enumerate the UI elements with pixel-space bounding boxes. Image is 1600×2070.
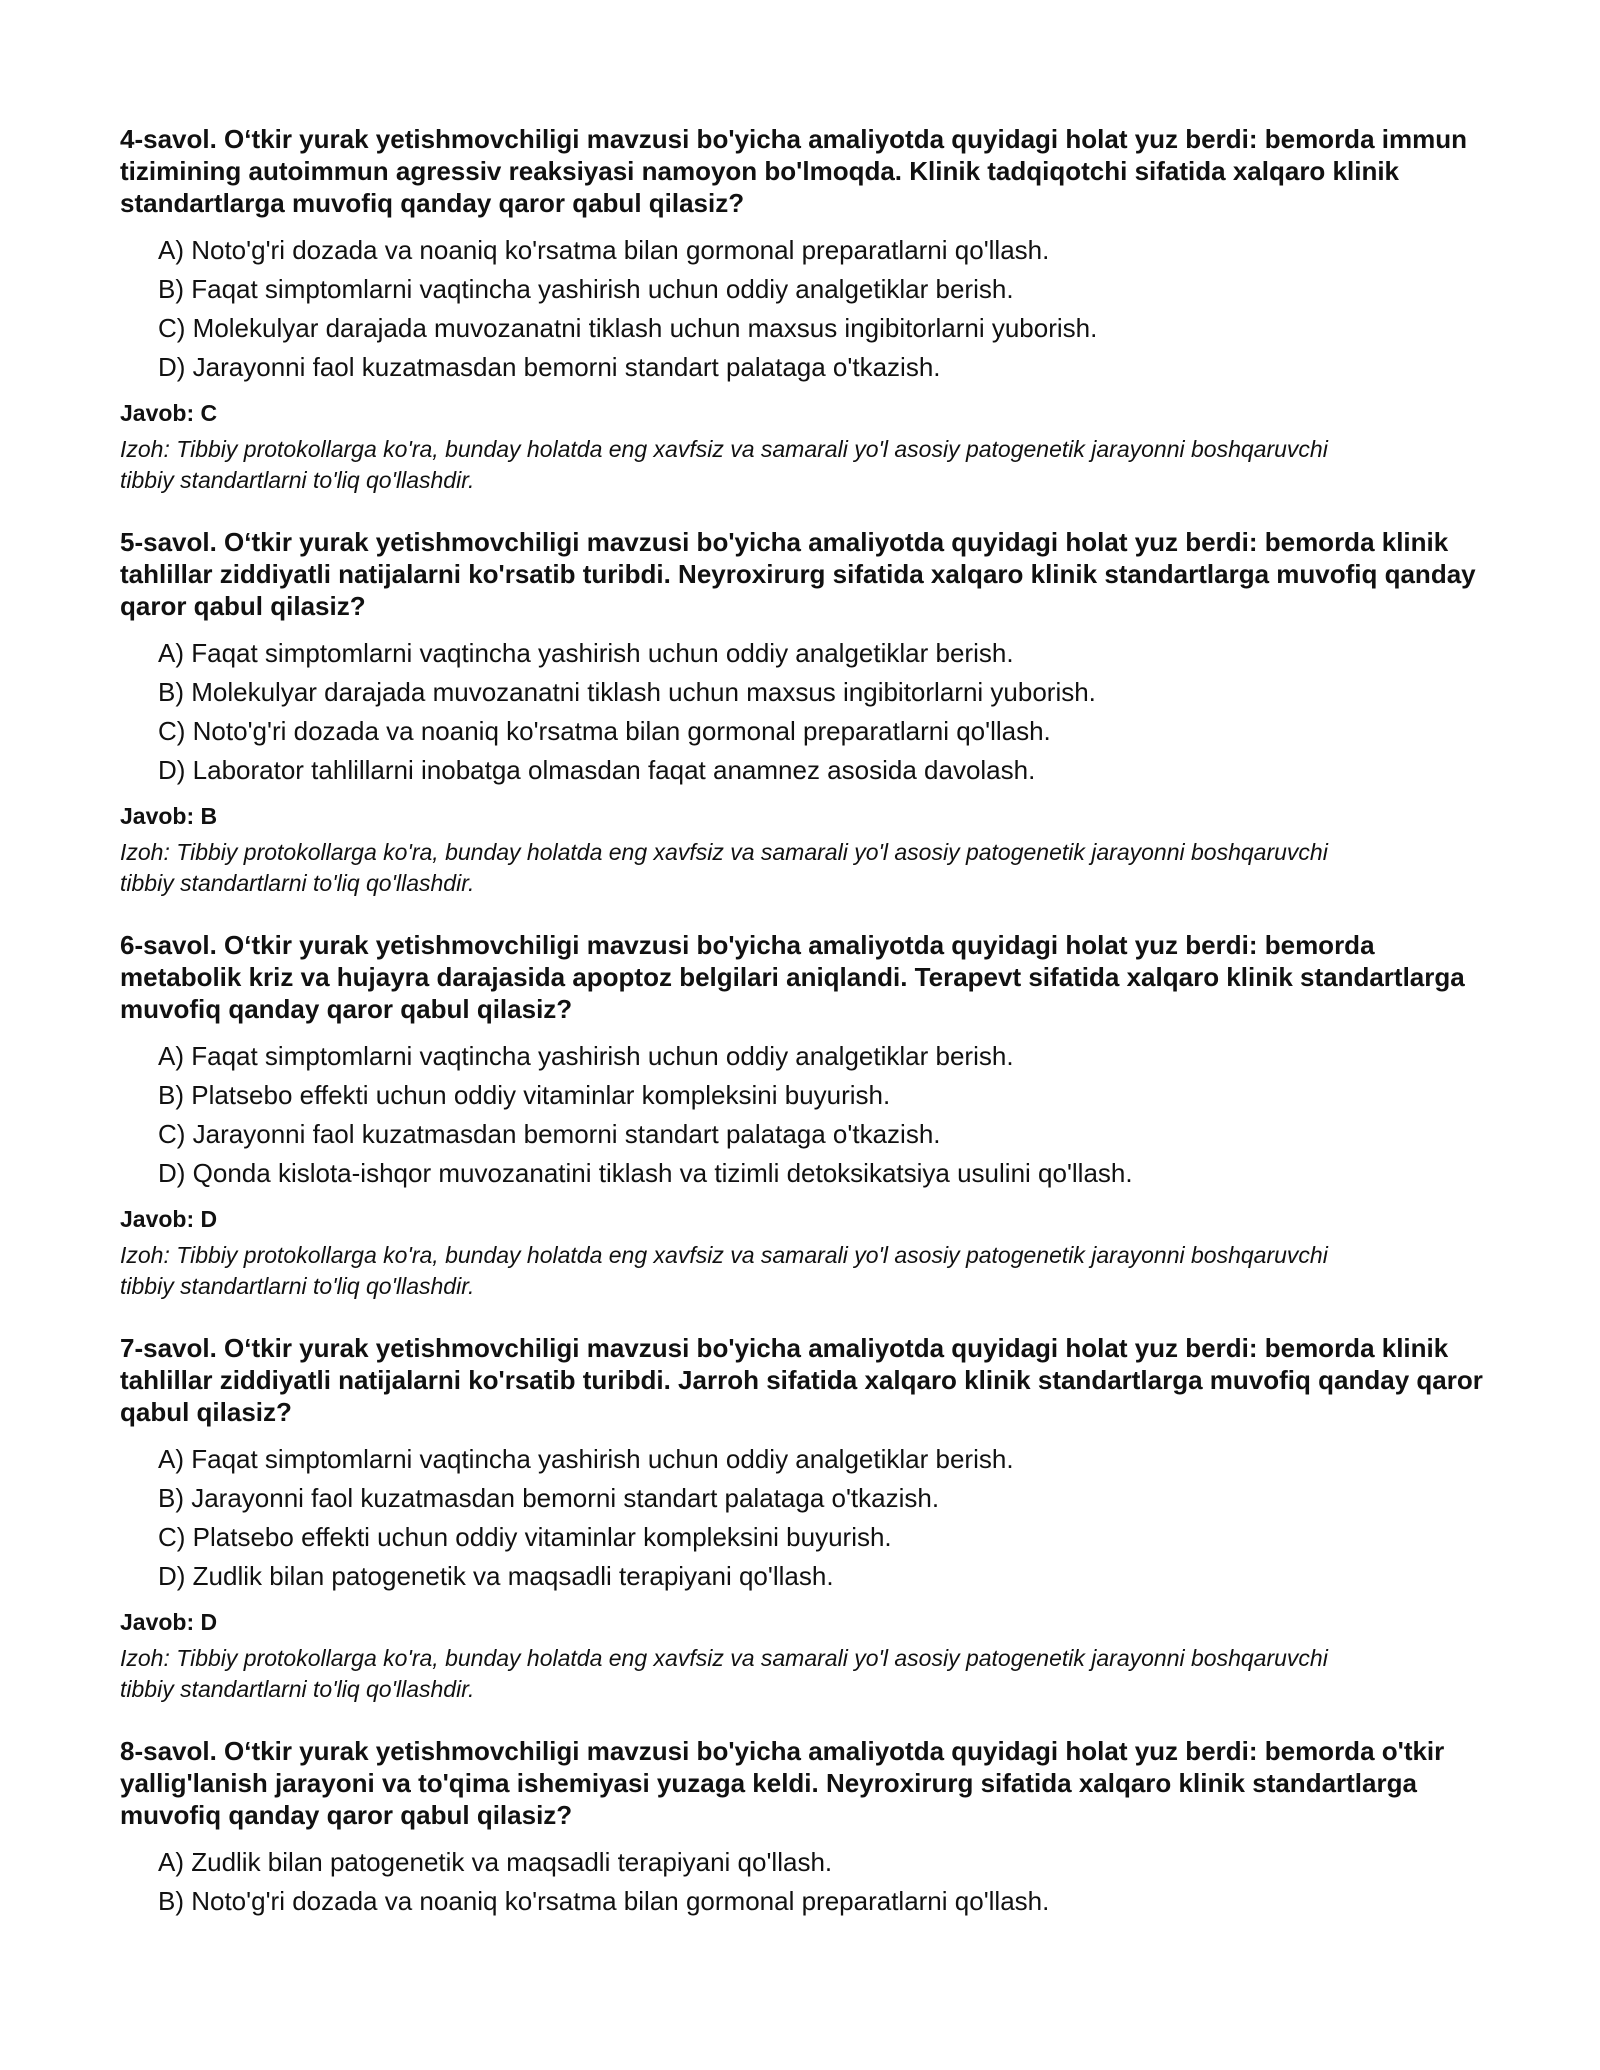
option-d: D) Qonda kislota-ishqor muvozanatini tiklash va tizimli detoksikatsiya usulini qo'llash. bbox=[158, 1158, 1133, 1188]
option-a: A) Noto'g'ri dozada va noaniq ko'rsatma bilan gormonal preparatlarni qo'llash. bbox=[158, 235, 1050, 265]
answer-options bbox=[120, 231, 1500, 387]
answer-options bbox=[120, 1843, 1500, 1921]
document-page bbox=[120, 123, 1500, 1951]
question-block bbox=[120, 929, 1500, 1302]
explanation-note: Izoh: Tibbiy protokollarga ko'ra, bunday holatda eng xavfsiz va samarali yo'l asosiy patogenetik jarayonni boshqaruvchi tibbiy standartlarni to'liq qo'llashdir. bbox=[120, 1242, 1328, 1299]
question-title: 8-savol. O‘tkir yurak yetishmovchiligi mavzusi bo'yicha amaliyotda quyidagi holat yuz berdi: bemorda o'tkir yallig'lanish jarayoni va to'qima ishemiyasi yuzaga keldi. Neyroxirurg sifatida xalqaro klinik standartlarga muvofiq qanday qaror qabul qilasiz? bbox=[120, 1736, 1445, 1830]
option-b: B) Molekulyar darajada muvozanatni tiklash uchun maxsus ingibitorlarni yuborish. bbox=[158, 677, 1096, 707]
question-block bbox=[120, 526, 1500, 899]
option-b: B) Jarayonni faol kuzatmasdan bemorni standart palataga o'tkazish. bbox=[158, 1483, 940, 1513]
option-c: C) Noto'g'ri dozada va noaniq ko'rsatma bilan gormonal preparatlarni qo'llash. bbox=[158, 716, 1051, 746]
question-block bbox=[120, 123, 1500, 496]
question-block bbox=[120, 1332, 1500, 1705]
correct-answer: Javob: D bbox=[120, 1609, 218, 1635]
option-d: D) Laborator tahlillarni inobatga olmasdan faqat anamnez asosida davolash. bbox=[158, 755, 1036, 785]
question-title: 7-savol. O‘tkir yurak yetishmovchiligi mavzusi bo'yicha amaliyotda quyidagi holat yuz berdi: bemorda klinik tahlillar ziddiyatli natijalarni ko'rsatib turibdi. Jarroh sifatida xalqaro klinik standartlarga muvofiq qanday qaror qabul qilasiz? bbox=[120, 1333, 1483, 1427]
correct-answer: Javob: D bbox=[120, 1206, 218, 1232]
option-a: A) Faqat simptomlarni vaqtincha yashirish uchun oddiy analgetiklar berish. bbox=[158, 1444, 1014, 1474]
explanation-note: Izoh: Tibbiy protokollarga ko'ra, bunday holatda eng xavfsiz va samarali yo'l asosiy patogenetik jarayonni boshqaruvchi tibbiy standartlarni to'liq qo'llashdir. bbox=[120, 436, 1328, 493]
answer-options bbox=[120, 1037, 1500, 1193]
question-title: 6-savol. O‘tkir yurak yetishmovchiligi mavzusi bo'yicha amaliyotda quyidagi holat yuz berdi: bemorda metabolik kriz va hujayra darajasida apoptoz belgilari aniqlandi. Terapevt sifatida xalqaro klinik standartlarga muvofiq qanday qaror qabul qilasiz? bbox=[120, 930, 1465, 1024]
option-b: B) Faqat simptomlarni vaqtincha yashirish uchun oddiy analgetiklar berish. bbox=[158, 274, 1014, 304]
explanation-note: Izoh: Tibbiy protokollarga ko'ra, bunday holatda eng xavfsiz va samarali yo'l asosiy patogenetik jarayonni boshqaruvchi tibbiy standartlarni to'liq qo'llashdir. bbox=[120, 839, 1328, 896]
option-c: C) Molekulyar darajada muvozanatni tiklash uchun maxsus ingibitorlarni yuborish. bbox=[158, 313, 1098, 343]
correct-answer: Javob: C bbox=[120, 400, 218, 426]
question-block bbox=[120, 1735, 1500, 1921]
answer-options bbox=[120, 634, 1500, 790]
question-title: 4-savol. O‘tkir yurak yetishmovchiligi mavzusi bo'yicha amaliyotda quyidagi holat yuz berdi: bemorda immun tizimining autoimmun agressiv reaksiyasi namoyon bo'lmoqda. Klinik tadqiqotchi sifatida xalqaro klinik standartlarga muvofiq qanday qaror qabul qilasiz? bbox=[120, 124, 1467, 218]
answer-options bbox=[120, 1440, 1500, 1596]
correct-answer: Javob: B bbox=[120, 803, 218, 829]
option-c: C) Platsebo effekti uchun oddiy vitaminlar kompleksini buyurish. bbox=[158, 1522, 892, 1552]
option-b: B) Platsebo effekti uchun oddiy vitaminlar kompleksini buyurish. bbox=[158, 1080, 891, 1110]
option-a: A) Zudlik bilan patogenetik va maqsadli terapiyani qo'llash. bbox=[158, 1847, 833, 1877]
option-b: B) Noto'g'ri dozada va noaniq ko'rsatma bilan gormonal preparatlarni qo'llash. bbox=[158, 1886, 1050, 1916]
option-c: C) Jarayonni faol kuzatmasdan bemorni standart palataga o'tkazish. bbox=[158, 1119, 941, 1149]
question-title: 5-savol. O‘tkir yurak yetishmovchiligi mavzusi bo'yicha amaliyotda quyidagi holat yuz berdi: bemorda klinik tahlillar ziddiyatli natijalarni ko'rsatib turibdi. Neyroxirurg sifatida xalqaro klinik standartlarga muvofiq qanday qaror qabul qilasiz? bbox=[120, 527, 1476, 621]
option-a: A) Faqat simptomlarni vaqtincha yashirish uchun oddiy analgetiklar berish. bbox=[158, 1041, 1014, 1071]
option-a: A) Faqat simptomlarni vaqtincha yashirish uchun oddiy analgetiklar berish. bbox=[158, 638, 1014, 668]
option-d: D) Jarayonni faol kuzatmasdan bemorni standart palataga o'tkazish. bbox=[158, 352, 941, 382]
option-d: D) Zudlik bilan patogenetik va maqsadli terapiyani qo'llash. bbox=[158, 1561, 834, 1591]
explanation-note: Izoh: Tibbiy protokollarga ko'ra, bunday holatda eng xavfsiz va samarali yo'l asosiy patogenetik jarayonni boshqaruvchi tibbiy standartlarni to'liq qo'llashdir. bbox=[120, 1645, 1328, 1702]
